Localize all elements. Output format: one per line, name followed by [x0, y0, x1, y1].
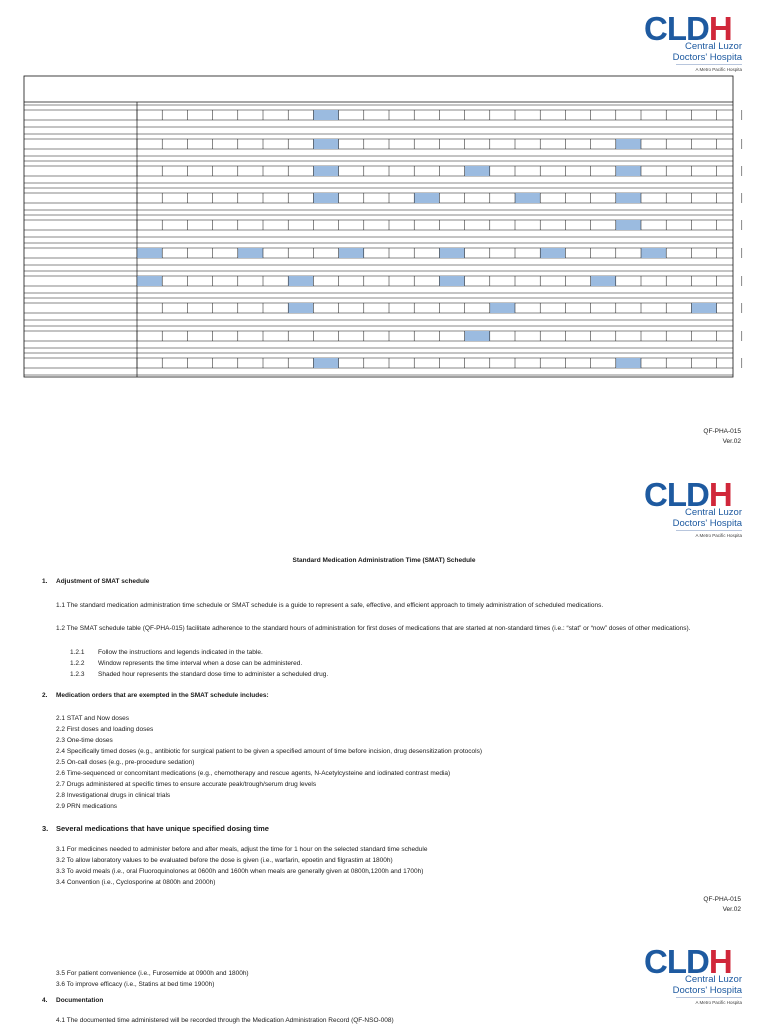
shaded-hour-cell: [313, 166, 338, 176]
logo-line-1: Central Luzor: [684, 974, 742, 985]
list-item: 2.2 First doses and loading doses: [56, 726, 154, 733]
list-item: 2.8 Investigational drugs in clinical trials: [56, 792, 171, 799]
list-item: 2.9 PRN medications: [56, 803, 118, 810]
list-item: 2.6 Time-sequenced or concomitant medications (e.g., chemotherapy and rescue agents, N-Acetylcysteine and iodinated contrast media): [56, 770, 451, 777]
list-item: 2.3 One-time doses: [56, 737, 113, 744]
shaded-hour-cell: [137, 276, 162, 286]
paragraph-1-1: 1.1 The standard medication administration time schedule or SMAT schedule is a guide to represent a safe, effective, and efficient approach to timely administration of scheduled medications.: [56, 602, 604, 609]
shaded-hour-cell: [137, 248, 162, 258]
list-item: 2.7 Drugs administered at specific times to ensure accurate peak/trough/serum drug levels: [56, 781, 317, 788]
shaded-hour-cell: [439, 276, 464, 286]
form-code-1: [703, 427, 741, 447]
list-item: 1.2.2 Window represents the time interval when a dose can be administered.: [70, 660, 303, 667]
document-title: Standard Medication Administration Time (SMAT) Schedule: [292, 557, 476, 564]
logo-divider: [676, 997, 742, 998]
shaded-hour-cell: [616, 166, 641, 176]
logo-mark: CLDH: [644, 943, 732, 980]
smat-schedule-table: [0, 0, 768, 400]
shaded-hour-cell: [439, 248, 464, 258]
section-1-heading: 1. Adjustment of SMAT schedule: [42, 578, 150, 585]
section-2-heading: 2. Medication orders that are exempted in the SMAT schedule includes:: [42, 692, 269, 699]
shaded-hour-cell: [339, 248, 364, 258]
list-item: 2.1 STAT and Now doses: [56, 715, 129, 722]
logo-line-3: A Metro Pacific Hospita: [695, 67, 742, 72]
form-code-2: [703, 895, 741, 915]
shaded-hour-cell: [313, 358, 338, 368]
logo-line-2: Doctors' Hospita: [672, 518, 742, 529]
shaded-hour-cell: [238, 248, 263, 258]
shaded-hour-cell: [490, 303, 515, 313]
shaded-hour-cell: [313, 139, 338, 149]
shaded-hour-cell: [616, 193, 641, 203]
logo-line-1: Central Luzor: [684, 507, 742, 518]
hospital-logo: [644, 478, 748, 548]
list-item: 1.2.1 Follow the instructions and legends indicated in the table.: [70, 649, 263, 656]
list-item: 4.1 The documented time administered will be recorded through the Medication Administration Record (QF-NSO-008): [56, 1017, 394, 1024]
shaded-hour-cell: [515, 193, 540, 203]
hospital-logo: [644, 945, 748, 1015]
section-3-heading: 3. Several medications that have unique specified dosing time: [42, 824, 269, 833]
logo-line-3: A Metro Pacific Hospita: [695, 533, 742, 538]
section-4-heading: 4. Documentation: [42, 997, 104, 1004]
form-version: Ver.02: [722, 906, 741, 913]
shaded-hour-cell: [288, 303, 313, 313]
form-code: QF-PHA-015: [703, 428, 741, 435]
shaded-hour-cell: [465, 331, 490, 341]
logo-line-3: A Metro Pacific Hospita: [695, 1000, 742, 1005]
logo-line-2: Doctors' Hospita: [672, 52, 742, 63]
list-item: 3.4 Convention (i.e., Cyclosporine at 0800h and 2000h): [56, 879, 216, 886]
list-item: 3.6 To improve efficacy (i.e., Statins at bed time 1900h): [56, 981, 215, 988]
logo-line-2: Doctors' Hospita: [672, 985, 742, 996]
logo-mark: CLDH: [644, 10, 732, 47]
logo-mark: CLDH: [644, 476, 732, 513]
list-item: 2.4 Specifically timed doses (e.g., antibiotic for surgical patient to be given a specified amount of time before incision, drug desensitization protocols): [56, 748, 482, 755]
list-item: 2.5 On-call doses (e.g., pre-procedure sedation): [56, 759, 195, 766]
list-item: 1.2.3 Shaded hour represents the standard dose time to administer a scheduled drug.: [70, 671, 329, 678]
shaded-hour-cell: [691, 303, 716, 313]
shaded-hour-cell: [641, 248, 666, 258]
list-item: 3.3 To avoid meals (i.e., oral Fluoroquinolones at 0600h and 1600h when meals are generally given at 0800h,1200h and 1700h): [56, 868, 424, 875]
shaded-hour-cell: [616, 358, 641, 368]
form-code: QF-PHA-015: [703, 896, 741, 903]
shaded-hour-cell: [414, 193, 439, 203]
shaded-hour-cell: [540, 248, 565, 258]
list-item: 3.1 For medicines needed to administer before and after meals, adjust the time for 1 hour on the selected standard time schedule: [56, 846, 428, 853]
list-item: 3.5 For patient convenience (i.e., Furosemide at 0900h and 1800h): [56, 970, 249, 977]
form-version: Ver.02: [722, 438, 741, 445]
shaded-hour-cell: [591, 276, 616, 286]
logo-divider: [676, 530, 742, 531]
shaded-hour-cell: [616, 139, 641, 149]
shaded-hour-cell: [288, 276, 313, 286]
shaded-hour-cell: [465, 166, 490, 176]
list-item: 3.2 To allow laboratory values to be evaluated before the dose is given (i.e., warfarin, epoetin and filgrastim at 1800h): [56, 857, 393, 864]
shaded-hour-cell: [313, 193, 338, 203]
shaded-hour-cell: [313, 110, 338, 120]
logo-line-1: Central Luzor: [684, 41, 742, 52]
paragraph-1-2: 1.2 The SMAT schedule table (QF-PHA-015) facilitate adherence to the standard hours of administration for first doses of medications that are started at non-standard times (i.e.: “stat” or “now” doses of other medications).: [56, 625, 691, 632]
shaded-hour-cell: [616, 220, 641, 230]
